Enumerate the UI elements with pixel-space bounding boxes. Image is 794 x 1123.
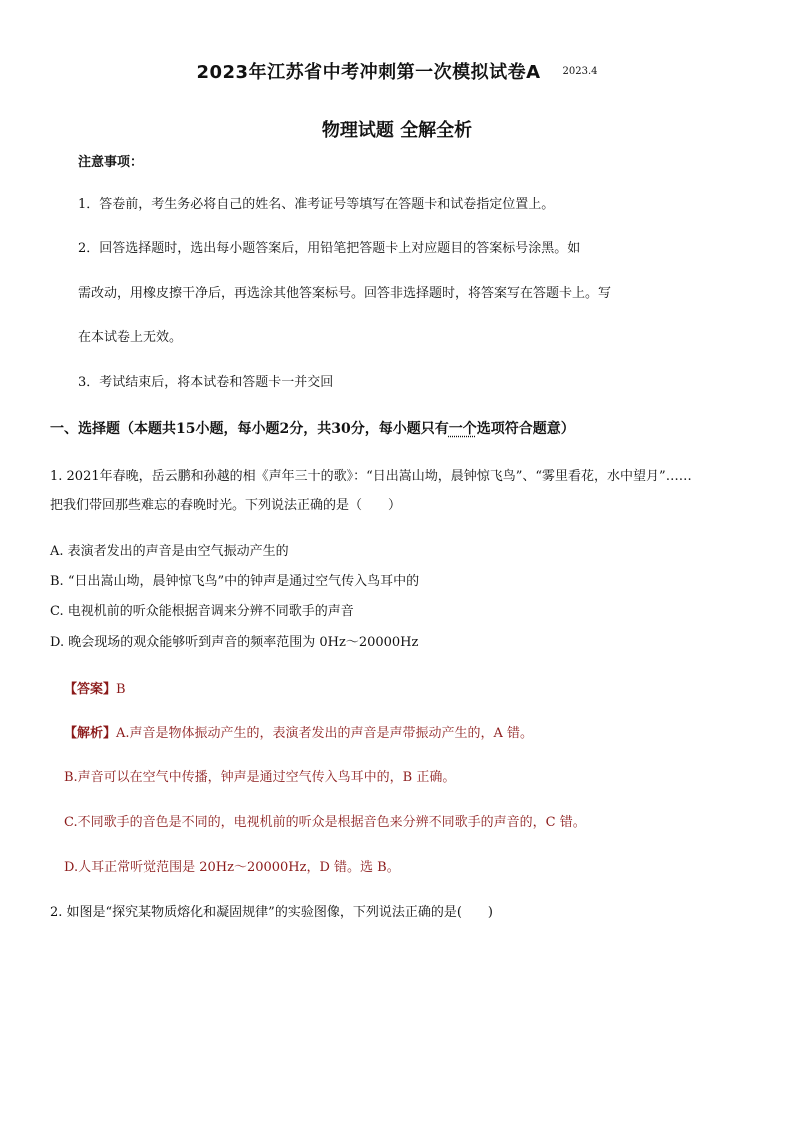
section-heading [50, 418, 575, 438]
answer-tag: 【答案】 [64, 682, 117, 697]
q1-stem-line1: 1. 2021年春晚，岳云鹏和孙越的相《声年三十的歌》：“日出嵩山坳，晨钟惊飞鸟”、“雾里看花，水中望月”…… [50, 469, 692, 484]
q1-analysis-line1 [64, 722, 533, 741]
title-row [0, 58, 794, 84]
q1-analysis-line2: B.声音可以在空气中传播，钟声是通过空气传入鸟耳中的，B 正确。 [64, 770, 456, 785]
page-subtitle: 物理试题 全解全析 [321, 120, 473, 141]
q1-option-d: D. 晚会现场的观众能够听到声音的频率范围为 0Hz～20000Hz [50, 635, 419, 650]
notice-item-2-cont: 需改动，用橡皮擦干净后，再选涂其他答案标号。回答非选择题时，将答案写在答题卡上。写 [78, 286, 612, 301]
analysis-tag: 【解析】 [64, 726, 117, 741]
analysis-text-a: A.声音是物体振动产生的，表演者发出的声音是声带振动产生的，A 错。 [116, 726, 534, 741]
q1-analysis-line4: D.人耳正常听觉范围是 20Hz～20000Hz，D 错。选 B。 [64, 860, 400, 875]
q1-option-b: B. “日出嵩山坳，晨钟惊飞鸟”中的钟声是通过空气传入鸟耳中的 [50, 574, 420, 589]
q2-stem: 2. 如图是“探究某物质熔化和凝固规律”的实验图像，下列说法正确的是( ) [50, 905, 493, 920]
q1-stem-line2: 把我们带回那些难忘的春晚时光。下列说法正确的是（ ） [50, 498, 402, 513]
q1-answer [64, 678, 126, 697]
notice-heading: 注意事项： [78, 155, 144, 170]
q1-analysis-line3: C.不同歌手的音色是不同的，电视机前的听众是根据音色来分辨不同歌手的声音的，C 错。 [64, 815, 586, 830]
q1-option-c: C. 电视机前的听众能根据音调来分辨不同歌手的声音 [50, 604, 354, 619]
notice-item-2-end: 在本试卷上无效。 [78, 330, 183, 345]
section-heading-before: 一、选择题（本题共15小题，每小题2分，共30分，每小题只有 [50, 421, 449, 437]
answer-value: B [116, 682, 126, 697]
notice-item-2: 2．回答选择题时，选出每小题答案后，用铅笔把答题卡上对应题目的答案标号涂黑。如 [78, 241, 581, 256]
exam-date: 2023.4 [562, 66, 598, 77]
notice-item-1: 1．答卷前，考生务必将自己的姓名、准考证号等填写在答题卡和试卷指定位置上。 [78, 197, 555, 212]
notice-item-3: 3．考试结束后，将本试卷和答题卡一并交回 [78, 375, 334, 390]
section-heading-after: 选项符合题意） [476, 421, 575, 437]
q1-option-a: A. 表演者发出的声音是由空气振动产生的 [50, 544, 289, 559]
section-heading-emphasis: 一个 [448, 421, 477, 437]
page-title: 2023年江苏省中考冲刺第一次模拟试卷A [196, 62, 541, 83]
